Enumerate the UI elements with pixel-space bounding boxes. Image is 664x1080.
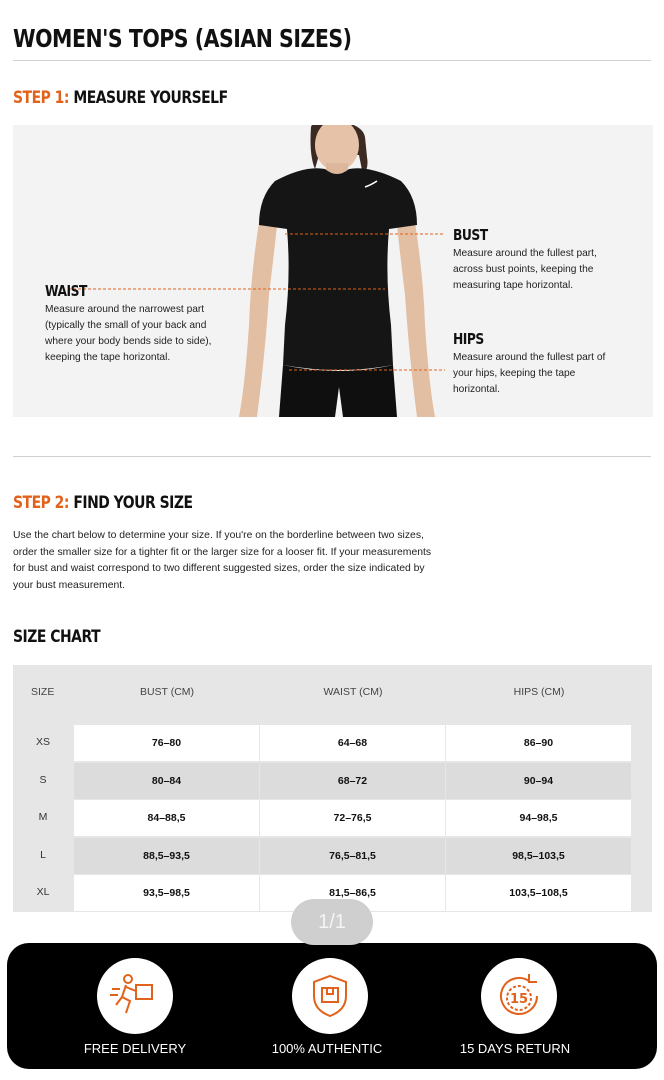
bust-cell: 93,5–98,5	[74, 875, 259, 911]
bust-cell: 80–84	[74, 763, 259, 799]
waist-cell: 64–68	[260, 725, 445, 761]
waist-desc-line: keeping the tape horizontal.	[45, 352, 171, 363]
hips-label: HIPS	[453, 330, 484, 348]
return-15-days-icon	[493, 970, 545, 1022]
header-size: SIZE	[31, 686, 55, 698]
authentic-label: 100% AUTHENTIC	[271, 1041, 383, 1056]
delivery-badge	[97, 958, 173, 1034]
waist-cell: 81,5–86,5	[260, 875, 445, 911]
waist-desc-line: (typically the small of your back and	[45, 320, 207, 331]
waist-cell: 76,5–81,5	[260, 838, 445, 874]
hips-cell: 98,5–103,5	[446, 838, 631, 874]
size-label: S	[39, 773, 47, 786]
bust-desc-line: Measure around the fullest part,	[453, 248, 597, 259]
bust-cell: 76–80	[74, 725, 259, 761]
svg-text:15: 15	[509, 992, 529, 1007]
free-delivery-label: FREE DELIVERY	[83, 1041, 187, 1056]
hips-cell: 90–94	[446, 763, 631, 799]
step1-number: STEP 1:	[13, 88, 69, 108]
hips-description	[453, 350, 605, 398]
hips-desc-line: horizontal.	[453, 384, 501, 395]
size-chart-table	[13, 665, 652, 912]
bust-label: BUST	[453, 226, 488, 244]
size-chart-title: SIZE CHART	[13, 627, 101, 647]
bust-description	[453, 246, 597, 294]
hips-cell: 94–98,5	[446, 800, 631, 836]
step2-heading	[13, 493, 192, 513]
size-intro-text: Use the chart below to determine your size. If you're on the borderline between two sizes, order the smaller size for a tighter fit or the larger size for a looser fit. If your measurements for bust and waist correspond to two different suggested sizes, order the size indicated by your bust measurement.	[13, 530, 432, 591]
delivery-runner-icon	[110, 971, 160, 1021]
title-divider	[13, 60, 651, 61]
size-label: XS	[35, 736, 50, 748]
step2-text: FIND YOUR SIZE	[73, 493, 193, 513]
waist-desc-line: Measure around the narrowest part	[45, 304, 205, 315]
size-label: XL	[36, 886, 50, 898]
bust-cell: 88,5–93,5	[74, 838, 259, 874]
hips-desc-line: your hips, keeping the tape	[453, 368, 576, 379]
step1-text: MEASURE YOURSELF	[73, 88, 228, 108]
step2-number: STEP 2:	[13, 493, 69, 513]
size-label: M	[38, 811, 48, 823]
header-bust: BUST (CM)	[139, 686, 195, 698]
hips-desc-line: Measure around the fullest part of	[453, 352, 606, 363]
hips-cell: 103,5–108,5	[446, 875, 631, 911]
authentic-badge	[292, 958, 368, 1034]
waist-cell: 68–72	[260, 763, 445, 799]
bust-desc-line: across bust points, keeping the	[453, 264, 594, 275]
page-title: WOMEN'S TOPS (ASIAN SIZES)	[13, 24, 352, 53]
section-divider	[13, 456, 651, 457]
waist-cell: 72–76,5	[260, 800, 445, 836]
waist-desc-line: where your body bends side to side),	[45, 336, 212, 347]
waist-label: WAIST	[45, 282, 87, 300]
authentic-box-shield-icon	[306, 972, 354, 1020]
waist-description	[45, 302, 212, 366]
bust-cell: 84–88,5	[74, 800, 259, 836]
return-label: 15 DAYS RETURN	[459, 1041, 571, 1056]
step1-heading	[13, 88, 228, 108]
pagination-indicator: 1/1	[291, 899, 373, 945]
return-badge	[481, 958, 557, 1034]
header-waist: WAIST (CM)	[323, 686, 383, 698]
header-hips: HIPS (CM)	[513, 686, 565, 698]
benefits-bar	[7, 943, 657, 1069]
hips-cell: 86–90	[446, 725, 631, 761]
size-label: L	[40, 848, 46, 861]
bust-desc-line: measuring tape horizontal.	[453, 280, 574, 291]
